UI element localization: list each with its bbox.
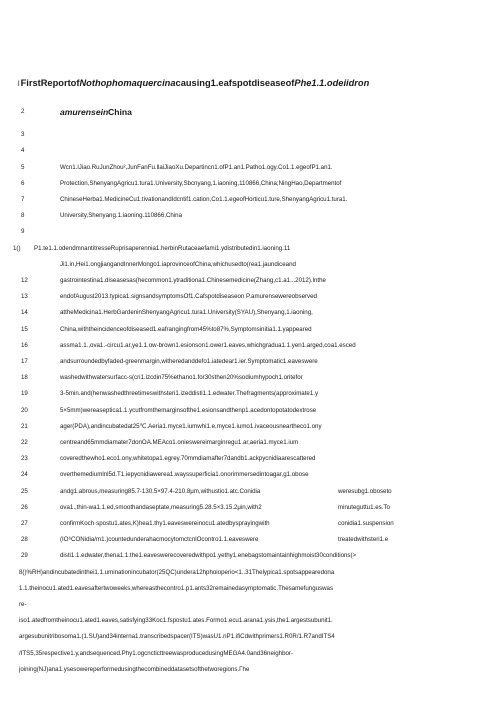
line-text: 8()%RH)andincubatedinthei1.1.uminationincubator(25QC)undera12hphoioperio<1..31Thelypica1.spotsappearedona xyxy=(19,568,335,576)
line-text: joining(NJ)ana1.ysesowereperformedusingthecombineddatasetsofthetworegions.Γhe xyxy=(19,665,250,673)
line-number: 2 xyxy=(21,108,25,115)
line-number: 19 xyxy=(21,390,28,398)
line-text: iso1.atedfromtheinocu1.ated1.eaves,satisfying33Koc1.fspostu1.ates.Formo1.ecu1.arana1.ysis,the1.argestsubunit1. xyxy=(19,617,333,625)
manuscript-line xyxy=(0,225,500,239)
manuscript-line xyxy=(0,647,500,661)
title-part-2-italic: Nothophomaquercina xyxy=(79,78,176,88)
manuscript-line xyxy=(0,177,500,191)
line-number: 8 xyxy=(21,212,25,220)
manuscript-line xyxy=(0,436,500,450)
line-text: Wcn1.lJiao.RuJunZhou²,JunFanFu.llaiJiaoXu.Departincn1.ofP1.an1.Patho1.ogy.Co1.1.egeofP1.an1. xyxy=(60,163,333,171)
line-number: 23 xyxy=(21,455,28,463)
manuscript-line xyxy=(0,549,500,563)
line-number: 13 xyxy=(21,293,28,301)
line-text: disti1.1.edwater,thena1.1.the1.eaveswerecoveredwithpo1.yethy1.enebagstomaintainhighmoist30conditions(> xyxy=(60,552,357,560)
line-text: andg1.abrous,measuring85.7-130.5×97.4-210.8μm,withustio1.atc.Conidia xyxy=(60,487,261,495)
line-text: washedwithwatersurfacc-s(cri1.izcdin75%ethano1.for30sthen20%sodiumhypoch1.oritefor xyxy=(60,374,303,382)
manuscript-line xyxy=(0,501,500,515)
line-number: 18 xyxy=(21,374,28,382)
line-number: 22 xyxy=(21,439,28,446)
line-text-right: weresubg1.oboseto xyxy=(338,487,392,495)
manuscript-line xyxy=(0,290,500,304)
line-number: 16 xyxy=(21,341,28,349)
line-number: 5 xyxy=(21,163,25,171)
line-text: re- xyxy=(19,601,27,608)
line-number: 21 xyxy=(21,422,28,430)
line-text: (IO⁶CONidia/m1.)countedunderahacmocytomctcnlOcontro1.1.eaveswere xyxy=(60,536,259,544)
line-text: ager(PDA),andincubatedat25℃.Aeria1.myce1.iumwhi1.e,myce1.iumo1.ivaceousneartheco1.ony xyxy=(60,422,322,430)
line-number: 7 xyxy=(21,196,25,203)
line-text: 1.1.theinocu1.ated1.eavesaftertwoweeks,whereasthecontro1.p1.ants32remainedasymptomatic.Thesamefunguswas xyxy=(19,584,334,592)
manuscript-line xyxy=(0,582,500,596)
line-number: 1() xyxy=(13,244,21,252)
manuscript-line xyxy=(0,404,500,418)
paper-title xyxy=(18,77,488,91)
line-text-right: conidia1.suspension xyxy=(338,520,394,527)
manuscript-line xyxy=(0,193,500,207)
line-text: overthemediumlnl5d.T1.iepycnidiawerea1.wayssuperficia1.onorimmersedintoagar,g1.obose xyxy=(60,471,309,479)
line-number: 26 xyxy=(21,503,28,511)
manuscript-line xyxy=(0,323,500,337)
line-number: 3 xyxy=(21,131,25,139)
line-text: /ITS5,35respective1.y,andsequenced.Phy1.ogcncticttreewasproducedusingMEGA4.0and36neighbor- xyxy=(19,649,293,657)
line-text: confirmKoch·spostu1.ates,K)hea1.thy1.eaveswereinocu1.atedbysprayingwith xyxy=(60,520,270,527)
manuscript-line xyxy=(0,161,500,175)
manuscript-line xyxy=(0,209,500,223)
line-text: China,withtheincidenceofdiseased1.eafrangingfrom45%to87%,Symptomsinitia1.1.yappeared xyxy=(60,325,312,333)
line-text: attheMedicina1.HerbGardeninShenyangAgricu1.tura1.University(SYAU),Shenyang,1.iaoning, xyxy=(60,309,313,317)
manuscript-line xyxy=(0,598,500,612)
line-text-right: minuteguttu1.es.To xyxy=(338,503,390,511)
line-number: 27 xyxy=(21,520,28,527)
line-number: 4 xyxy=(21,147,25,155)
manuscript-line xyxy=(0,630,500,644)
line-text: 5×5mm)wereaseptica1.1.ycutfromthemarginsofthe1.esionsandthenp1.acedontopotatodextrose xyxy=(60,406,317,414)
line-number: 17 xyxy=(21,358,28,365)
manuscript-line xyxy=(0,663,500,677)
line-number: 14 xyxy=(21,309,28,317)
line-text: ChineseHerba1.MedicineCu1.tivationandIdcntif1.cation,Co1.1.egeofHorticu1.ture,ShenyangAgricu1.tura1. xyxy=(60,196,348,203)
line-text: amurensein xyxy=(60,107,109,117)
line-number: 29 xyxy=(21,552,28,560)
manuscript-line xyxy=(0,420,500,434)
line-text: assma1.1.,ova1.-circu1.ar,ye1.1.ow-brown1.esionson1.ower1.eaves,whichgradua1.1.yen1.arged,coa1.esced xyxy=(60,341,356,349)
line-text-continued: China xyxy=(108,107,132,117)
line-text: endofAugust2013.typica1.signsandsymptomsOf1.Cafspotdiseaseon P.amurensewereobserved xyxy=(60,293,317,301)
line-text: P1.te1.1.odendmnantitresseRuprisaperennia1.herbinRutaceaefami1.ydistributedin1.iaoning.11 xyxy=(34,244,291,252)
manuscript-line xyxy=(0,533,500,547)
title-part-3: causing1.eafspotdiseaseof xyxy=(175,78,295,88)
manuscript-line xyxy=(0,371,500,385)
line-number: 24 xyxy=(21,471,28,479)
manuscript-line xyxy=(0,566,500,580)
line-text: coveredthewho1.eco1.ony,whitetopa1.egrey.70mmdiamafter7dandb1.ackpycnidiaarescattered xyxy=(60,455,316,463)
title-part-1: FirstReportof xyxy=(20,78,80,88)
manuscript-line xyxy=(0,485,500,499)
line-text: 3-5min.and(henwashedthreetimeswithsteri1.izeddisti1.1.edwater.Thefragments(approximate1.y xyxy=(60,390,319,398)
line-text: ova1.,thin-wa1.1.ed,smoothandaseptate,measuring5.28.5×3.15.2μin,with2 xyxy=(60,503,262,511)
manuscript-line xyxy=(0,274,500,288)
line-number: 20 xyxy=(21,406,28,414)
manuscript-line xyxy=(0,452,500,466)
line-number: 28 xyxy=(21,536,28,544)
title-part-4-italic: Phe1.1.odeiidron xyxy=(294,78,370,88)
title-prefix-mark: l xyxy=(18,81,20,88)
line-text: argesubunitribosoma1.(1.SU)and34interna1.transcribedspacer(ITS)wasU1.nP1.ifiCdwithprimers1.R0R/1.R7andITS4 xyxy=(19,633,335,641)
manuscript-line xyxy=(0,614,500,628)
manuscript-line xyxy=(0,144,500,158)
line-text: gastrointestina1.diseasesas(hecommon1.ytraditiona1.Chinesemedicine(Zhang,c1.a1...2012).lnthe xyxy=(60,277,326,284)
line-number: 6 xyxy=(21,179,25,187)
manuscript-line xyxy=(0,468,500,482)
manuscript-line xyxy=(0,128,500,142)
manuscript-line xyxy=(0,387,500,401)
manuscript-line xyxy=(0,242,500,256)
line-number: 15 xyxy=(21,325,28,333)
line-number: 25 xyxy=(21,487,28,495)
manuscript-line xyxy=(0,355,500,369)
manuscript-line xyxy=(0,258,500,272)
line-text: centreand65mmdiamater7donOA.MEAco1.onieswereimarginregu1.ar,aeria1.myce1.ium xyxy=(60,439,299,446)
manuscript-line xyxy=(0,105,500,121)
line-text: Protection,ShenyangAgricu1.tura1.University,Sbcnyang,1.iaoning,110866,China;NingHao,Departmentof xyxy=(60,179,342,187)
manuscript-line xyxy=(0,339,500,353)
line-number: 9 xyxy=(21,228,25,236)
line-text: andsurroundedbyfaded-greenmargin,witheredanddefo1.iatedear1.ier.Symptomatic1.eaveswere xyxy=(60,358,318,365)
line-number: 12 xyxy=(21,277,28,284)
line-text-right: treatedwithsteri1.e xyxy=(338,536,389,544)
manuscript-line xyxy=(0,306,500,320)
manuscript-line xyxy=(0,517,500,531)
line-text: Ji1.in,Hei1.ongjiangandInnerMongo1.iaprovinceofChina,whichusedto(rea1.jaundiceand xyxy=(60,260,296,268)
line-text: University,Shenyang.1.iaoning.110866,China xyxy=(60,212,182,220)
